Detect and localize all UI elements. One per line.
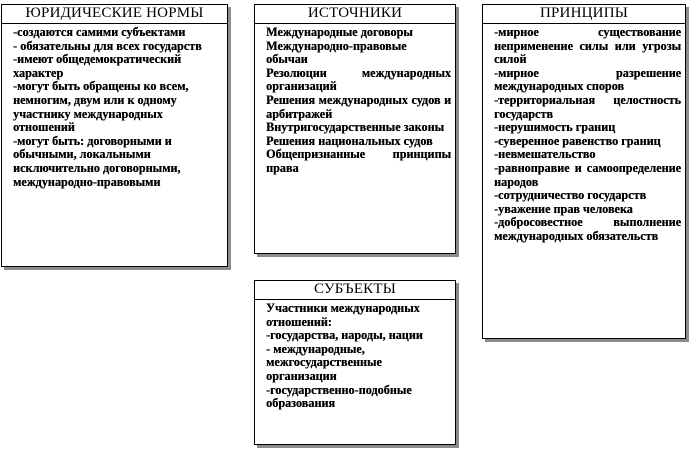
principles-list	[483, 24, 685, 244]
sources-title: ИСТОЧНИКИ	[255, 5, 455, 24]
subjects-box	[254, 280, 456, 445]
principles-item: -мирное разрешение международных споров	[494, 65, 681, 94]
subjects-item: Участники международных отношений:	[266, 301, 420, 329]
sources-item: Международно-правовые обычаи	[266, 38, 407, 67]
subjects-item: -государственно-подобные образования	[266, 382, 412, 411]
principles-item: -территориальная целостность государств	[494, 92, 681, 121]
principles-item: -нерушимость границ	[494, 120, 616, 135]
principles-item: -сотрудничество государств	[494, 188, 647, 203]
norms-title: ЮРИДИЧЕСКИЕ НОРМЫ	[2, 5, 227, 24]
principles-item: -добросовестное выполнение международных обязательств	[494, 215, 681, 243]
norms-item: -создаются самими субъектами	[13, 25, 186, 39]
sources-item: Решения международных судов и арбитражей	[266, 92, 451, 121]
norms-item: -имеют общедемократический характер	[13, 52, 182, 80]
subjects-item: -государства, народы, нации	[266, 328, 423, 343]
norms-box	[1, 4, 228, 267]
sources-item: Внутригосударственные законы	[266, 120, 445, 135]
sources-item: Решения национальных судов	[266, 133, 433, 148]
principles-item: -суверенное равенство границ	[494, 133, 661, 148]
subjects-list	[255, 300, 455, 411]
principles-item: -невмешательство	[494, 147, 596, 162]
subjects-item: - международные, межгосударственные организации	[266, 341, 382, 383]
principles-item: -уважение прав человека	[494, 201, 633, 216]
principles-item: -равноправие и самоопределение народов	[494, 160, 681, 189]
norms-list	[2, 24, 227, 189]
principles-item: -мирное существование неприменение силы или угрозы силой	[494, 25, 681, 67]
sources-item: Международные договоры	[266, 25, 413, 39]
sources-box	[254, 4, 456, 254]
subjects-title: СУБЪЕКТЫ	[255, 281, 455, 300]
norms-item: -могут быть обращены ко всем, немногим, двум или к одному участнику международных отношений	[13, 79, 189, 135]
sources-item: Общепризнанные принципы права	[266, 147, 451, 175]
principles-title: ПРИНЦИПЫ	[483, 5, 685, 24]
sources-list	[255, 24, 455, 176]
principles-box	[482, 4, 686, 339]
sources-item: Резолюции международных организаций	[266, 65, 451, 94]
norms-item: - обязательны для всех государств	[13, 38, 202, 53]
norms-item: -могут быть: договорными и обычными, локальными исключительно договорными, международно-правовыми	[13, 133, 181, 189]
